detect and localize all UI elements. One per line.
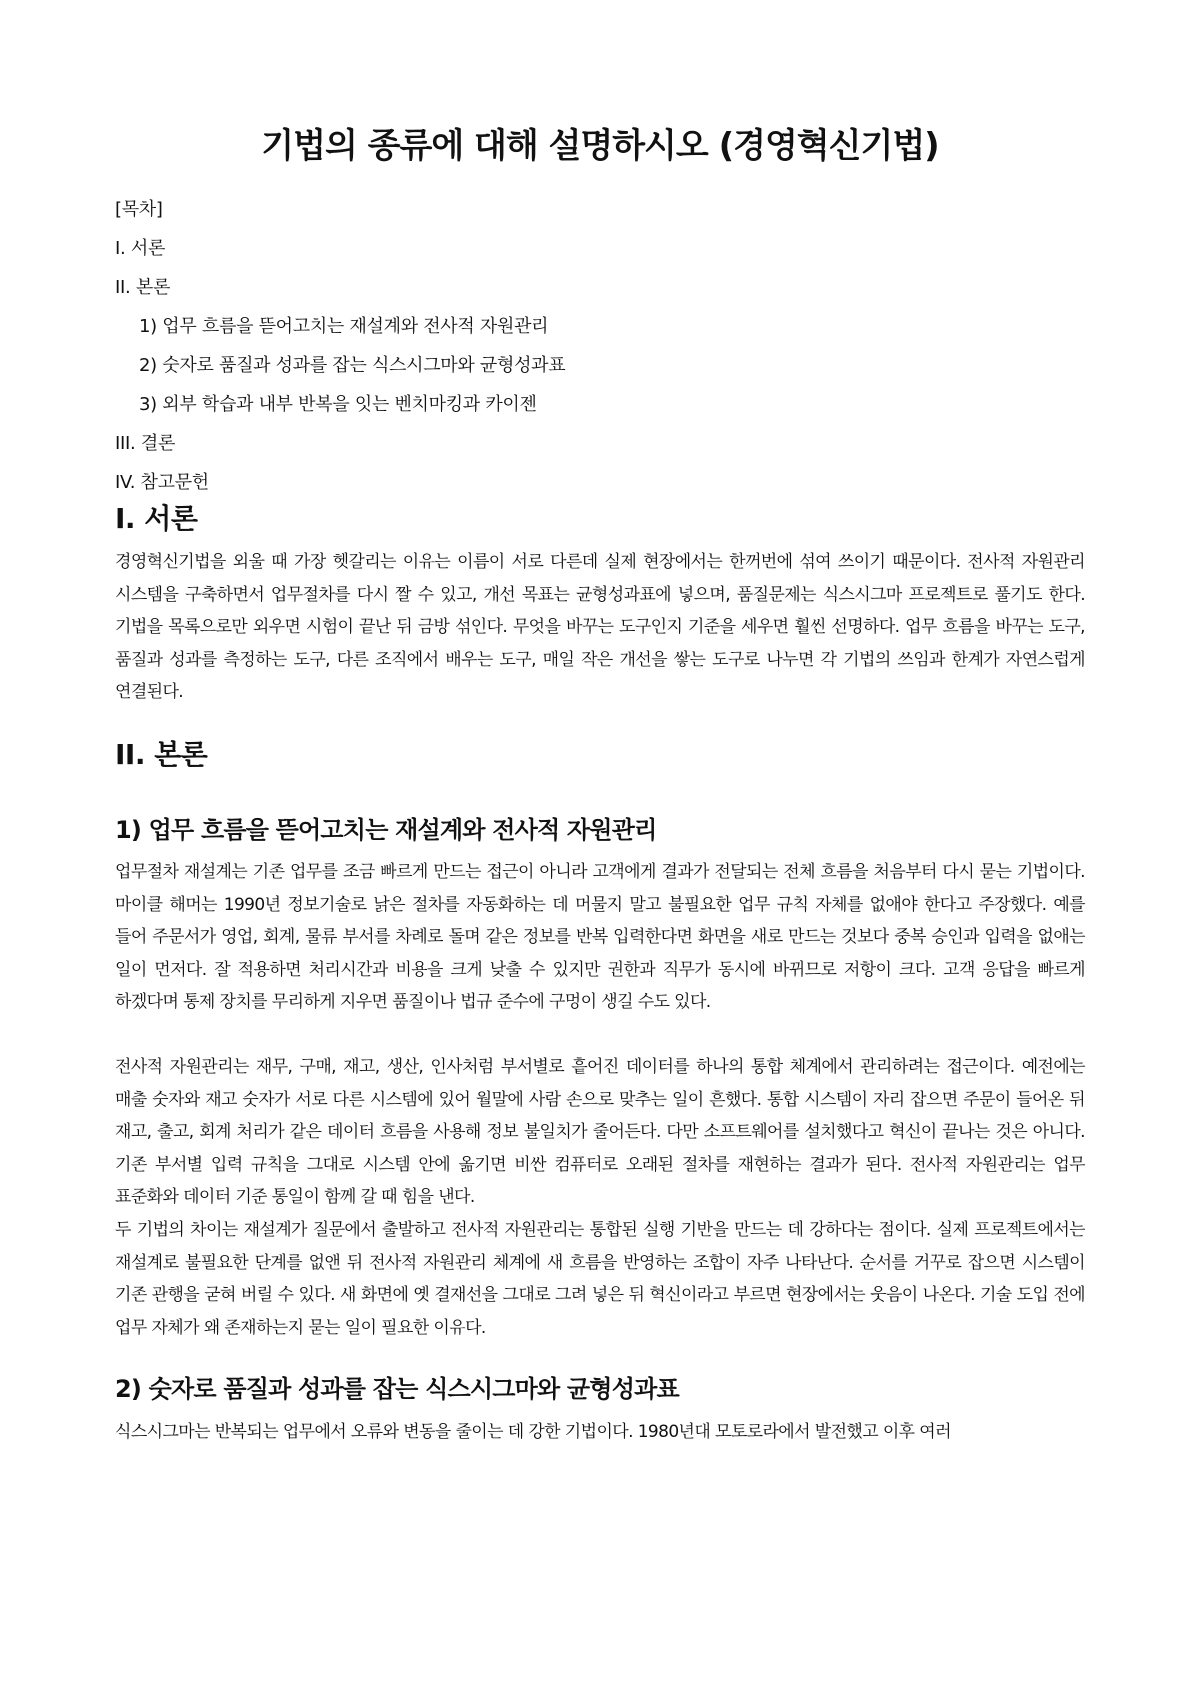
toc-subitem: 2) 숫자로 품질과 성과를 잡는 식스시그마와 균형성과표 (139, 355, 566, 376)
section-heading-intro: I. 서론 (115, 502, 198, 535)
toc-subitem: 3) 외부 학습과 내부 반복을 잇는 벤치마킹과 카이젠 (139, 394, 537, 415)
document-title: 기법의 종류에 대해 설명하시오 (경영혁신기법) (261, 126, 939, 166)
body-paragraph: 식스시그마는 반복되는 업무에서 오류와 변동을 줄이는 데 강한 기법이다. 1980년대 모토로라에서 발전했고 이후 여러 (115, 1422, 951, 1442)
toc-item: III. 결론 (115, 433, 176, 454)
toc-heading: [목차] (115, 199, 163, 220)
body-paragraph: 두 기법의 차이는 재설계가 질문에서 출발하고 전사적 자원관리는 통합된 실행 기반을 만드는 데 강하다는 점이다. 실제 프로젝트에서는 재설계로 불필요한 단계를 없앤 뒤 전사적 자원관리 체계에 새 흐름을 반영하는 조합이 자주 나타난다. 순서를 거꾸로 잡으면 시스템이 기존 관행을 굳혀 버릴 수 있다. 새 화면에 옛 결재선을 그대로 그려 넣은 뒤 혁신이라고 부르면 현장에서는 웃음이 나온다. 기술 도입 전에 업무 자체가 왜 존재하는지 묻는 일이 필요한 이유다. (115, 1220, 1085, 1338)
body-paragraph: 업무절차 재설계는 기존 업무를 조금 빠르게 만드는 접근이 아니라 고객에게 결과가 전달되는 전체 흐름을 처음부터 다시 묻는 기법이다. 마이클 해머는 1990년 정보기술로 낡은 절차를 자동화하는 데 머물지 말고 불필요한 업무 규칙 자체를 없애야 한다고 주장했다. 예를 들어 주문서가 영업, 회계, 물류 부서를 차례로 돌며 같은 정보를 반복 입력한다면 화면을 새로 만드는 것보다 중복 승인과 입력을 없애는 일이 먼저다. 잘 적용하면 처리시간과 비용을 크게 낮출 수 있지만 권한과 직무가 동시에 바뀌므로 저항이 크다. 고객 응답을 빠르게 하겠다며 통제 장치를 무리하게 지우면 품질이나 법규 준수에 구멍이 생길 수도 있다. (115, 862, 1085, 1012)
toc-item: II. 본론 (115, 277, 171, 298)
intro-paragraph: 경영혁신기법을 외울 때 가장 헷갈리는 이유는 이름이 서로 다른데 실제 현장에서는 한꺼번에 섞여 쓰이기 때문이다. 전사적 자원관리 시스템을 구축하면서 업무절차를 다시 짤 수 있고, 개선 목표는 균형성과표에 넣으며, 품질문제는 식스시그마 프로젝트로 풀기도 한다. 기법을 목록으로만 외우면 시험이 끝난 뒤 금방 섞인다. 무엇을 바꾸는 도구인지 기준을 세우면 훨씬 선명하다. 업무 흐름을 바꾸는 도구, 품질과 성과를 측정하는 도구, 다른 조직에서 배우는 도구, 매일 작은 개선을 쌓는 도구로 나누면 각 기법의 쓰임과 한계가 자연스럽게 연결된다. (115, 552, 1085, 702)
section-heading-body: II. 본론 (115, 738, 208, 771)
subsection-heading-1: 1) 업무 흐름을 뜯어고치는 재설계와 전사적 자원관리 (115, 816, 657, 844)
table-of-contents (115, 190, 565, 502)
subsection-heading-2: 2) 숫자로 품질과 성과를 잡는 식스시그마와 균형성과표 (115, 1375, 679, 1403)
toc-subitem: 1) 업무 흐름을 뜯어고치는 재설계와 전사적 자원관리 (139, 316, 549, 337)
body-paragraph: 전사적 자원관리는 재무, 구매, 재고, 생산, 인사처럼 부서별로 흩어진 데이터를 하나의 통합 체계에서 관리하려는 접근이다. 예전에는 매출 숫자와 재고 숫자가 서로 다른 시스템에 있어 월말에 사람 손으로 맞추는 일이 흔했다. 통합 시스템이 자리 잡으면 주문이 들어온 뒤 재고, 출고, 회계 처리가 같은 데이터 흐름을 사용해 정보 불일치가 줄어든다. 다만 소프트웨어를 설치했다고 혁신이 끝나는 것은 아니다. 기존 부서별 입력 규칙을 그대로 시스템 안에 옮기면 비싼 컴퓨터로 오래된 절차를 재현하는 결과가 된다. 전사적 자원관리는 업무 표준화와 데이터 기준 통일이 함께 갈 때 힘을 낸다. (115, 1057, 1085, 1207)
toc-item: IV. 참고문헌 (115, 472, 209, 493)
toc-item: I. 서론 (115, 238, 166, 259)
